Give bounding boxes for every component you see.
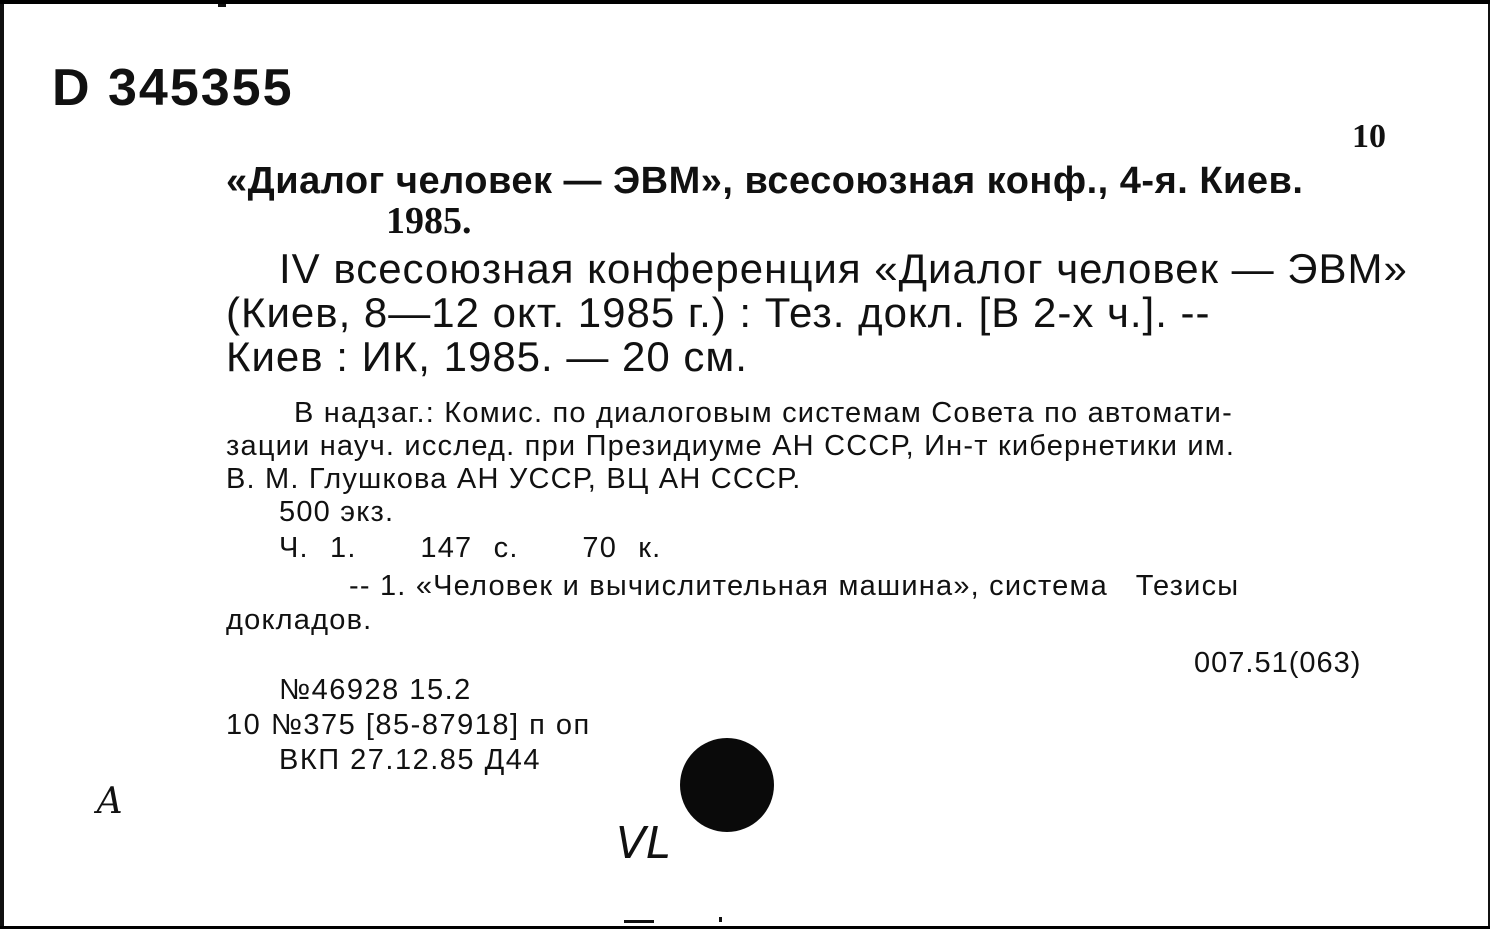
scan-speck bbox=[218, 4, 226, 7]
accession-line-2: 10 №375 [85-87918] п оп bbox=[226, 709, 591, 741]
title-line-1: IV всесоюзная конференция «Диалог человек — ЭВМ» bbox=[279, 245, 1408, 292]
subject-heading-line-1: -- 1. «Человек и вычислительная машина», система Тезисы bbox=[349, 570, 1240, 602]
catalog-card bbox=[0, 4, 1490, 926]
title-line-2: (Киев, 8—12 окт. 1985 г.) : Тез. докл. [В 2-х ч.]. -- bbox=[226, 289, 1211, 336]
heading-line-2: 1985. bbox=[386, 200, 472, 242]
handwritten-mark-left: А bbox=[96, 781, 124, 822]
udc-code: 007.51(063) bbox=[1194, 647, 1362, 679]
note-line-1: В надзаг.: Комис. по диалоговым системам Совета по автомати- bbox=[294, 397, 1233, 429]
card-number: 10 bbox=[1352, 118, 1386, 155]
scan-speck bbox=[624, 920, 654, 923]
inventory-number: D 345355 bbox=[52, 59, 294, 117]
note-line-3: В. М. Глушкова АН УССР, ВЦ АН СССР. bbox=[226, 463, 802, 495]
heading-line-1: «Диалог человек — ЭВМ», всесоюзная конф., 4-я. Киев. bbox=[226, 160, 1304, 202]
note-line-2: зации науч. исслед. при Президиуме АН СССР, Ин-т кибернетики им. bbox=[226, 430, 1236, 462]
punch-hole bbox=[680, 738, 774, 832]
accession-line-3: ВКП 27.12.85 Д44 bbox=[279, 744, 541, 776]
scan-speck bbox=[719, 917, 722, 922]
part-info: Ч. 1. 147 с. 70 к. bbox=[279, 532, 662, 564]
handwritten-initials: VL bbox=[616, 818, 671, 869]
accession-line-1: №46928 15.2 bbox=[279, 674, 472, 706]
title-line-3: Киев : ИК, 1985. — 20 см. bbox=[226, 333, 748, 380]
subject-heading-line-2: докладов. bbox=[226, 604, 373, 636]
copies-count: 500 экз. bbox=[279, 496, 395, 528]
